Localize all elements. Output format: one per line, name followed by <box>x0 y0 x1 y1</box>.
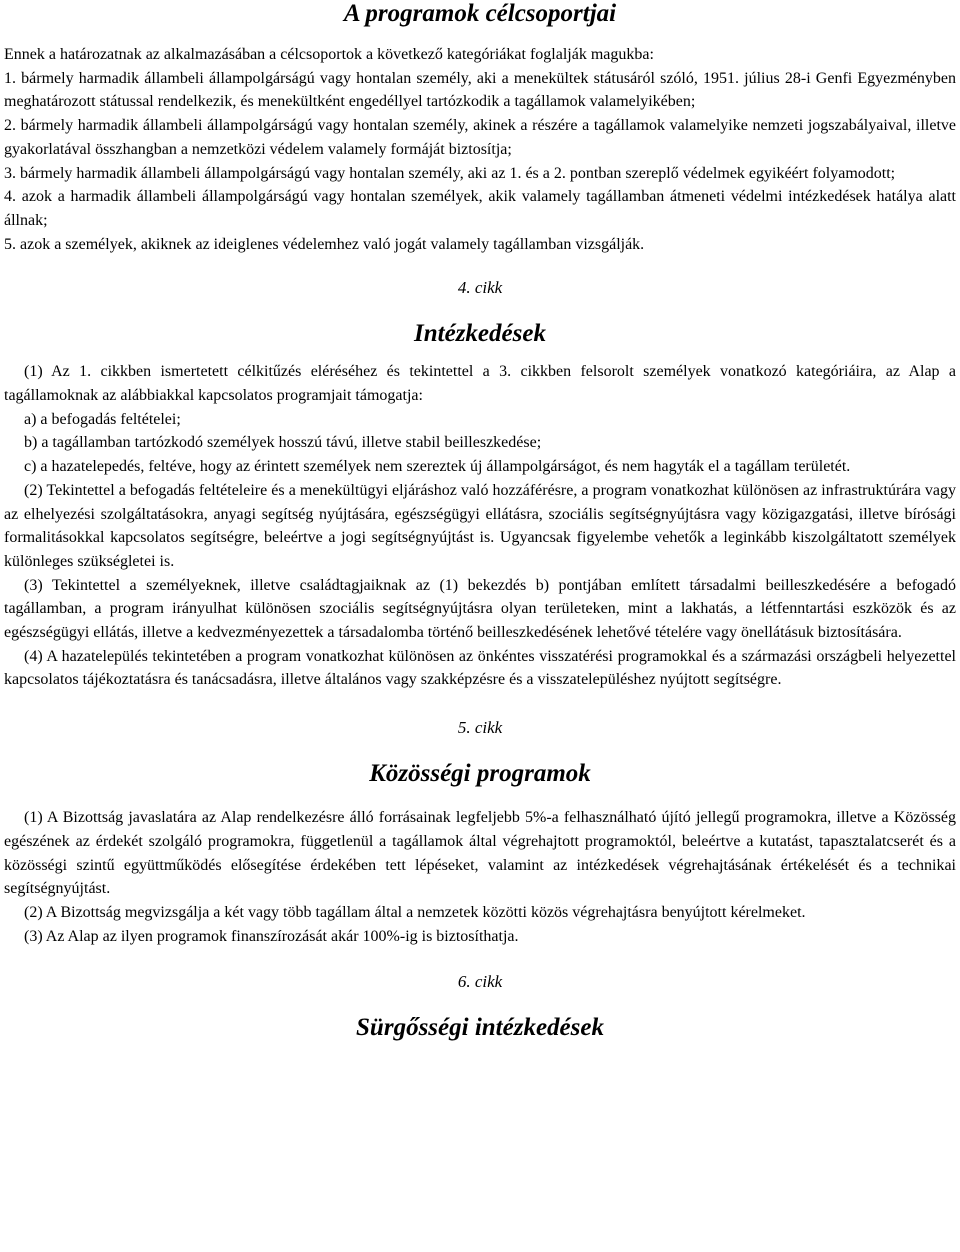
target-groups-intro: Ennek a határozatnak az alkalmazásában a célcsoportok a következő kategóriákat foglalják magukba: <box>4 46 654 63</box>
list-item: b) a tagállamban tartózkodó személyek hosszú távú, illetve stabil beilleszkedése; <box>24 434 542 452</box>
paragraph: (2) Tekintettel a befogadás feltételeire és a menekültügyi eljáráshoz való hozzáférésre, a program vonatkozhat különösen az infrastruktúrára vagy az elhelyezési szolgáltatásokra, anyagi segítség nyújtására, egészségügyi ellátásra, szociális segítségnyújtásra vagy közigazgatási, illetve bírósági formalitásokkal kapcsolatos segítségre, beleértve a jogi segítségnyújtást is. Ugyancsak figyelembe vehetők a leginkább kiszolgáltatott személyek különleges szükségletei is. <box>4 481 956 570</box>
paragraph: (3) Tekintettel a személyeknek, illetve családtagjaiknak az (1) bekezdés b) pontjában említett társadalmi beilleszkedésére a befogadó tagállamban, a program irányulhat különösen szociális segítségnyújtásra olyan területeken, mint a lakhatás, a létfenntartási eszközök és az egészségügyi ellátás, illetve a kedvezményezettek a társadalomba történő beilleszkedésének lehetővé tételére vagy önellátásuk biztosítására. <box>4 576 956 642</box>
target-group-item: 3. bármely harmadik állambeli állampolgárságú vagy hontalan személy, aki az 1. és a 2. pontban szereplő védelmek egyikéért folyamodott; <box>4 164 896 182</box>
paragraph: (3) Az Alap az ilyen programok finanszírozását akár 100%-ig is biztosíthatja. <box>24 927 519 945</box>
target-group-item: 5. azok a személyek, akiknek az ideiglenes védelemhez való jogát valamely tagállamban vizsgálják. <box>4 235 645 253</box>
target-group-item: 4. azok a harmadik állambeli állampolgárságú vagy hontalan személyek, akik valamely tagállamban átmeneti védelmi intézkedések hatálya alatt állnak; <box>4 188 956 229</box>
article-heading: Intézkedések <box>414 320 546 348</box>
paragraph: (1) Az 1. cikkben ismertetett célkitűzés eléréséhez és tekintettel a 3. cikkben felsorolt személyek vonatkozó kategóriáira, az Alap a tagállamoknak az alábbiakkal kapcsolatos programjait támogatja: <box>4 363 956 405</box>
section-heading-target-groups: A programok célcsoportjai <box>343 0 617 27</box>
target-group-item: 1. bármely harmadik állambeli állampolgárságú vagy hontalan személy, aki a menekültek státusáról szóló, 1951. július 28-i Genfi Egyezményben meghatározott státussal rendelkezik, és menekültként engedéllyel tartózkodik a tagállamok valamelyikében; <box>4 69 956 111</box>
article-4-body <box>4 360 956 692</box>
paragraph: (1) A Bizottság javaslatára az Alap rendelkezésre álló forrásainak legfeljebb 5%-a felhasználható újító jellegű programokra, illetve a Közösség egészének az érdekét szolgáló programokra, függetlenül a tagállamok által végrehajtott programoktól, beleértve a kutatást, tapasztalatcserét és a közösségi szintű együttműködés elősegítése érdekében tett lépéseket, valamint az intézkedések végrehajtásának értékelését és a technikai segítségnyújtást. <box>4 809 956 898</box>
article-heading: Közösségi programok <box>369 760 591 788</box>
list-item: a) a befogadás feltételei; <box>24 410 181 428</box>
article-number: 6. cikk <box>457 972 503 992</box>
article-number: 5. cikk <box>457 718 503 738</box>
paragraph: (4) A hazatelepülés tekintetében a program vonatkozhat különösen az önkéntes visszatérési programokkal és a származási országbeli helyezettel kapcsolatos tájékoztatásra és tanácsadásra, illetve általános vagy szakképzésre és a visszatelepüléshez nyújtott segítségre. <box>4 647 956 689</box>
article-5-body <box>4 806 956 948</box>
article-number: 4. cikk <box>457 278 503 298</box>
paragraph: (2) A Bizottság megvizsgálja a két vagy több tagállam által a nemzetek közötti közös végrehajtásra benyújtott kérelmeket. <box>24 903 806 921</box>
target-groups-body <box>4 43 956 256</box>
article-heading: Sürgősségi intézkedések <box>356 1014 604 1042</box>
target-group-item: 2. bármely harmadik állambeli állampolgárságú vagy hontalan személy, akinek a részére a tagállamok valamelyike nemzeti jogszabályaival, illetve gyakorlatával összhangban a nemzetközi védelem valamely formáját biztosítja; <box>4 117 956 158</box>
list-item: c) a hazatelepedés, feltéve, hogy az érintett személyek nem szereztek új állampolgárságot, és nem hagyták el a tagállam területét. <box>24 458 851 476</box>
